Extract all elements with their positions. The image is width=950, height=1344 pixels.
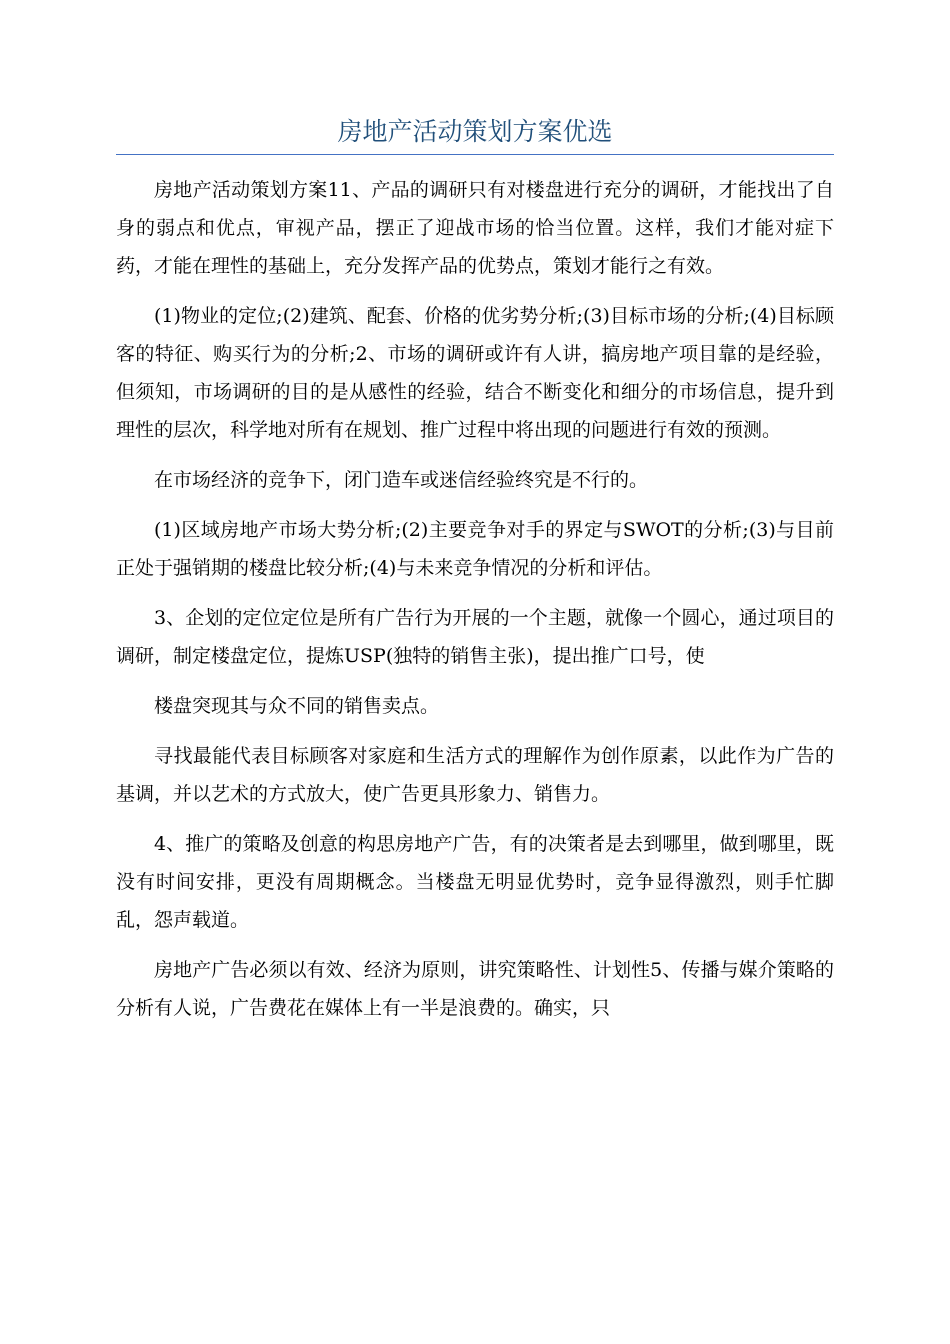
- document-body: [116, 171, 834, 1039]
- document-title: 房地产活动策划方案优选: [337, 117, 613, 146]
- title-underline: [116, 154, 834, 155]
- paragraph-5: 3、企划的定位定位是所有广告行为开展的一个主题，就像一个圆心，通过项目的调研，制定楼盘定位，提炼USP(独特的销售主张)，提出推广口号，使: [116, 607, 834, 667]
- paragraph-6: 楼盘突现其与众不同的销售卖点。: [154, 695, 440, 717]
- paragraph-8: 4、推广的策略及创意的构思房地产广告，有的决策者是去到哪里，做到哪里，既没有时间安排，更没有周期概念。当楼盘无明显优势时，竞争显得激烈，则手忙脚乱，怨声载道。: [116, 833, 834, 931]
- paragraph-7: 寻找最能代表目标顾客对家庭和生活方式的理解作为创作原素，以此作为广告的基调，并以艺术的方式放大，使广告更具形象力、销售力。: [116, 745, 834, 805]
- paragraph-3: 在市场经济的竞争下，闭门造车或迷信经验终究是不行的。: [154, 469, 649, 491]
- paragraph-9: 房地产广告必须以有效、经济为原则，讲究策略性、计划性5、传播与媒介策略的分析有人说，广告费花在媒体上有一半是浪费的。确实，只: [116, 959, 834, 1019]
- paragraph-4: (1)区域房地产市场大势分析;(2)主要竞争对手的界定与SWOT的分析;(3)与目前正处于强销期的楼盘比较分析;(4)与未来竞争情况的分析和评估。: [116, 519, 834, 579]
- paragraph-1: 房地产活动策划方案11、产品的调研只有对楼盘进行充分的调研，才能找出了自身的弱点和优点，审视产品，摆正了迎战市场的恰当位置。这样，我们才能对症下药，才能在理性的基础上，充分发挥产品的优势点，策划才能行之有效。: [116, 179, 834, 277]
- paragraph-2: (1)物业的定位;(2)建筑、配套、价格的优劣势分析;(3)目标市场的分析;(4)目标顾客的特征、购买行为的分析;2、市场的调研或许有人讲，搞房地产项目靠的是经验，但须知，市场调研的目的是从感性的经验，结合不断变化和细分的市场信息，提升到理性的层次，科学地对所有在规划、推广过程中将出现的问题进行有效的预测。: [116, 305, 834, 441]
